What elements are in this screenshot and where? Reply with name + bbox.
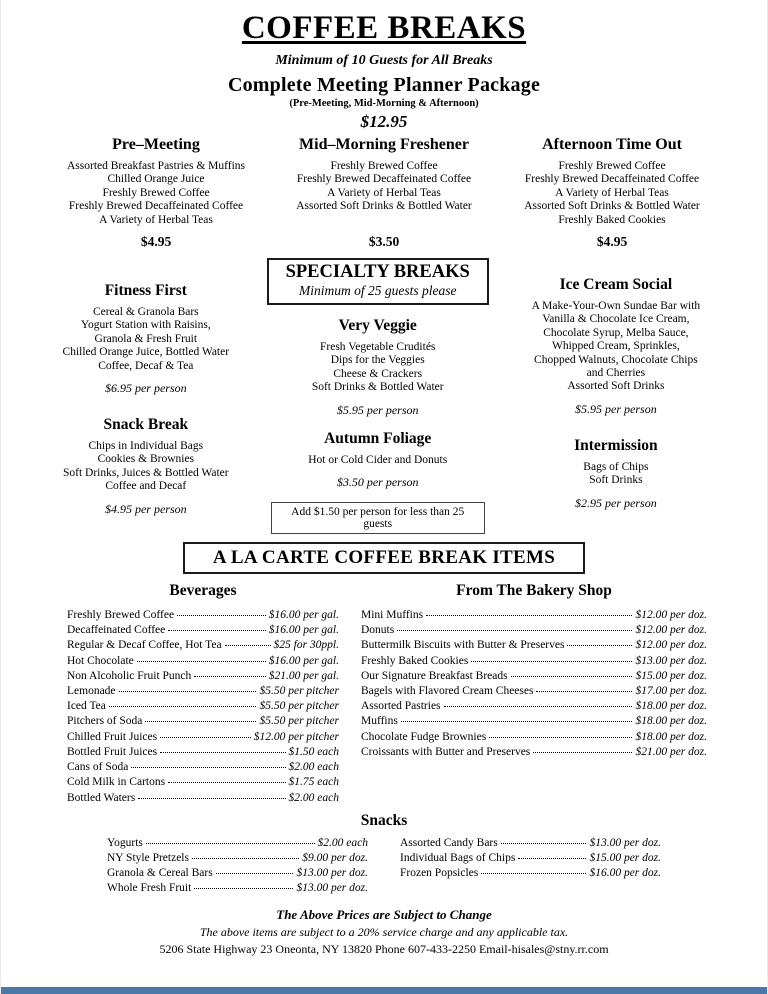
dot-leader — [194, 676, 265, 677]
specialty-right-column — [505, 258, 727, 534]
dot-leader — [177, 615, 266, 616]
column-afternoon — [501, 136, 723, 250]
section-price: $5.95 per person — [575, 401, 657, 416]
menu-line: Dips for the Veggies — [330, 354, 425, 367]
section-title: Fitness First — [104, 282, 187, 300]
menu-line: Fresh Vegetable Crudités — [320, 341, 436, 354]
item-price: $18.00 per doz. — [635, 700, 707, 713]
dot-leader — [501, 843, 587, 844]
menu-line: and Cherries — [586, 367, 646, 380]
specialty-breaks-subtitle: Minimum of 25 guests please — [298, 283, 457, 299]
menu-line: Assorted Soft Drinks & Bottled Water — [296, 200, 472, 213]
item-price: $9.00 per doz. — [302, 851, 368, 864]
menu-footer — [1, 907, 767, 957]
item-price: $2.00 each — [317, 836, 368, 849]
specialty-breaks-box — [267, 258, 489, 305]
item-price: $18.00 per doz. — [635, 715, 707, 728]
section-title: Autumn Foliage — [324, 429, 432, 447]
item-price: $16.00 per gal. — [268, 654, 339, 667]
menu-item-row — [67, 654, 339, 669]
menu-line: Cereal & Granola Bars — [92, 306, 199, 319]
item-price: $16.00 per doz. — [589, 867, 661, 880]
item-price: $2.00 each — [288, 761, 339, 774]
item-price: $1.75 each — [288, 776, 339, 789]
item-price: $5.50 per pitcher — [259, 685, 339, 698]
menu-item-row — [67, 745, 339, 760]
dot-leader — [119, 691, 257, 692]
beverages-title: Beverages — [169, 582, 237, 600]
item-name: Our Signature Breakfast Breads — [361, 669, 508, 682]
item-name: Regular & Decaf Coffee, Hot Tea — [67, 639, 222, 652]
menu-line: Assorted Soft Drinks — [567, 380, 665, 393]
menu-item-row — [67, 608, 339, 623]
item-name: Lemonade — [67, 685, 116, 698]
dot-leader — [194, 888, 293, 889]
menu-line: Coffee and Decaf — [105, 480, 187, 493]
dot-leader — [536, 691, 632, 692]
menu-line: Freshly Brewed Decaffeinated Coffee — [68, 200, 244, 213]
menu-item-row — [361, 730, 707, 745]
section-price: $3.50 per person — [336, 475, 419, 490]
snacks-columns — [1, 836, 767, 897]
planner-columns — [1, 132, 767, 250]
dot-leader — [481, 873, 586, 874]
alacarte-section — [1, 574, 767, 806]
item-name: Donuts — [361, 624, 395, 637]
menu-item-row — [67, 760, 339, 775]
item-name: Iced Tea — [67, 700, 106, 713]
bakery-list — [361, 608, 707, 760]
column-items — [45, 160, 267, 227]
dot-leader — [471, 661, 632, 662]
bakery-column — [361, 582, 707, 806]
item-name: Chocolate Fudge Brownies — [361, 730, 487, 743]
column-mid-morning — [273, 136, 495, 250]
section-price: $2.95 per person — [575, 495, 657, 510]
menu-line: Chilled Orange Juice, Bottled Water — [62, 346, 230, 359]
menu-item-row — [361, 699, 707, 714]
dot-leader — [109, 706, 257, 707]
item-name: Bottled Waters — [67, 791, 136, 804]
column-price: $4.95 — [596, 234, 628, 250]
column-price: $3.50 — [368, 234, 400, 250]
dot-leader — [138, 798, 285, 799]
dot-leader — [168, 782, 285, 783]
dot-leader — [160, 752, 285, 753]
section-items — [505, 300, 727, 394]
section-snack-break — [41, 416, 251, 517]
item-name: Frozen Popsicles — [400, 867, 479, 880]
section-items — [505, 461, 727, 488]
menu-line: Soft Drinks — [589, 474, 643, 487]
menu-item-row — [67, 638, 339, 653]
item-price: $16.00 per gal. — [268, 609, 339, 622]
section-items — [41, 440, 251, 494]
menu-line: Freshly Brewed Coffee — [558, 160, 666, 172]
item-price: $21.00 per gal. — [268, 669, 339, 682]
column-pre-meeting — [45, 136, 267, 250]
item-name: NY Style Pretzels — [107, 851, 189, 864]
menu-header — [1, 0, 767, 132]
column-items — [501, 160, 723, 227]
item-name: Croissants with Butter and Preserves — [361, 745, 531, 758]
column-title: Afternoon Time Out — [542, 136, 682, 153]
dot-leader — [160, 737, 251, 738]
menu-item-row — [67, 714, 339, 729]
section-very-veggie — [267, 317, 489, 418]
dot-leader — [216, 873, 294, 874]
menu-line: Freshly Baked Cookies — [558, 213, 666, 226]
item-name: Pitchers of Soda — [67, 715, 143, 728]
menu-line: Cookies & Brownies — [97, 453, 195, 466]
menu-line: Chopped Walnuts, Chocolate Chips — [534, 353, 698, 366]
menu-line: Granola & Fresh Fruit — [94, 332, 198, 345]
item-price: $13.00 per doz. — [635, 654, 707, 667]
menu-line: Soft Drinks, Juices & Bottled Water — [63, 466, 229, 479]
dot-leader — [511, 676, 633, 677]
menu-item-row — [67, 623, 339, 638]
item-price: $16.00 per gal. — [268, 624, 339, 637]
menu-line: Yogurt Station with Raisins, — [80, 319, 211, 332]
menu-line: Assorted Breakfast Pastries & Muffins — [66, 160, 245, 172]
menu-line: Freshly Brewed Decaffeinated Coffee — [524, 173, 700, 186]
menu-line: A Variety of Herbal Teas — [555, 186, 669, 199]
item-price: $17.00 per doz. — [635, 685, 707, 698]
specialty-breaks-title: SPECIALTY BREAKS — [285, 262, 470, 283]
item-price: $12.00 per pitcher — [253, 730, 339, 743]
item-name: Hot Chocolate — [67, 654, 134, 667]
item-name: Chilled Fruit Juices — [67, 730, 158, 743]
menu-line: Hot or Cold Cider and Donuts — [308, 453, 448, 466]
beverages-list — [67, 608, 339, 806]
section-price: $6.95 per person — [104, 381, 187, 396]
dot-leader — [146, 843, 315, 844]
menu-item-row — [361, 745, 707, 760]
menu-item-row — [361, 623, 707, 638]
item-name: Individual Bags of Chips — [400, 851, 516, 864]
menu-item-row — [361, 608, 707, 623]
dot-leader — [426, 615, 632, 616]
service-charge-note: The above items are subject to a 20% service charge and any applicable tax. — [199, 924, 569, 939]
menu-line: Bags of Chips — [583, 460, 649, 473]
menu-item-row — [361, 654, 707, 669]
menu-item-row — [67, 775, 339, 790]
menu-line: Whipped Cream, Sprinkles, — [552, 340, 680, 353]
package-price: $12.95 — [360, 112, 408, 131]
item-price: $15.00 per doz. — [635, 669, 707, 682]
dot-leader — [131, 767, 285, 768]
dot-leader — [518, 858, 586, 859]
item-name: Whole Fresh Fruit — [107, 882, 192, 895]
item-name: Non Alcoholic Fruit Punch — [67, 669, 192, 682]
section-autumn-foliage — [267, 430, 489, 490]
item-price: $5.50 per pitcher — [259, 715, 339, 728]
item-name: Freshly Baked Cookies — [361, 654, 469, 667]
column-price: $4.95 — [140, 234, 172, 250]
section-title: Ice Cream Social — [559, 276, 673, 294]
menu-item-row — [67, 684, 339, 699]
item-price: $25 for 30ppl. — [273, 639, 339, 652]
item-price: $13.00 per doz. — [296, 867, 368, 880]
snacks-left-list — [107, 836, 368, 897]
menu-line: Freshly Brewed Decaffeinated Coffee — [296, 173, 472, 186]
minimum-guests-note: Minimum of 10 Guests for All Breaks — [275, 53, 493, 68]
section-intermission — [505, 437, 727, 511]
menu-item-row — [67, 699, 339, 714]
item-price: $13.00 per doz. — [296, 882, 368, 895]
item-price: $12.00 per doz. — [635, 639, 707, 652]
item-name: Assorted Candy Bars — [400, 836, 498, 849]
specialty-left-column — [41, 258, 251, 534]
specialty-breaks-section — [1, 250, 767, 534]
dot-leader — [145, 721, 256, 722]
dot-leader — [192, 858, 299, 859]
dot-leader — [567, 645, 632, 646]
section-price: $4.95 per person — [104, 501, 187, 516]
section-items — [41, 306, 251, 373]
item-name: Muffins — [361, 715, 398, 728]
dot-leader — [444, 706, 633, 707]
specialty-middle-column — [267, 258, 489, 534]
item-price: $12.00 per doz. — [635, 624, 707, 637]
menu-line: Coffee, Decaf & Tea — [98, 359, 194, 372]
menu-line: Freshly Brewed Coffee — [330, 160, 438, 172]
menu-line: A Make-Your-Own Sundae Bar with — [531, 300, 701, 313]
page-title: COFFEE BREAKS — [241, 10, 527, 46]
item-name: Decaffeinated Coffee — [67, 624, 166, 637]
dot-leader — [397, 630, 632, 631]
column-items — [273, 160, 495, 214]
menu-item-row — [67, 669, 339, 684]
item-price: $2.00 each — [288, 791, 339, 804]
menu-line: Chips in Individual Bags — [88, 440, 204, 453]
snacks-right-list — [400, 836, 661, 897]
menu-line: Cheese & Crackers — [333, 367, 423, 380]
menu-item-row — [400, 836, 661, 851]
bottom-bar — [1, 987, 767, 994]
section-ice-cream-social — [505, 276, 727, 417]
snacks-title: Snacks — [360, 811, 408, 829]
item-name: Freshly Brewed Coffee — [67, 609, 175, 622]
item-price: $21.00 per doz. — [635, 745, 707, 758]
menu-item-row — [67, 730, 339, 745]
menu-line: Freshly Brewed Coffee — [102, 186, 210, 199]
item-name: Granola & Cereal Bars — [107, 867, 213, 880]
section-items — [267, 454, 489, 467]
item-price: $1.50 each — [288, 745, 339, 758]
menu-item-row — [361, 638, 707, 653]
item-name: Cold Milk in Cartons — [67, 776, 166, 789]
dot-leader — [401, 721, 633, 722]
menu-line: Chilled Orange Juice — [107, 173, 205, 186]
section-fitness-first — [41, 282, 251, 396]
menu-item-row — [67, 791, 339, 806]
section-items — [267, 341, 489, 395]
item-name: Assorted Pastries — [361, 700, 441, 713]
item-price: $15.00 per doz. — [589, 851, 661, 864]
menu-item-row — [107, 836, 368, 851]
item-name: Cans of Soda — [67, 761, 129, 774]
menu-item-row — [107, 866, 368, 881]
address-contact-line: 5206 State Highway 23 Oneonta, NY 13820 Phone 607-433-2250 Email-hisales@stny.rr.com — [159, 941, 609, 956]
item-name: Mini Muffins — [361, 609, 424, 622]
dot-leader — [225, 645, 271, 646]
menu-item-row — [361, 669, 707, 684]
beverages-column — [67, 582, 339, 806]
section-title: Very Veggie — [338, 317, 417, 335]
menu-line: Soft Drinks & Bottled Water — [311, 381, 444, 394]
item-name: Bagels with Flavored Cream Cheeses — [361, 685, 534, 698]
menu-item-row — [361, 714, 707, 729]
package-note: (Pre-Meeting, Mid-Morning & Afternoon) — [289, 98, 479, 109]
menu-item-row — [400, 851, 661, 866]
prices-subject-to-change-note: The Above Prices are Subject to Change — [276, 906, 492, 922]
item-price: $18.00 per doz. — [635, 730, 707, 743]
surcharge-note: Add $1.50 per person for less than 25 guests — [271, 502, 485, 534]
item-name: Buttermilk Biscuits with Butter & Preserves — [361, 639, 565, 652]
menu-item-row — [361, 684, 707, 699]
item-name: Yogurts — [107, 836, 143, 849]
section-title: Snack Break — [103, 416, 189, 434]
section-title: Intermission — [574, 436, 658, 454]
section-price: $5.95 per person — [336, 402, 419, 417]
bakery-title: From The Bakery Shop — [456, 582, 612, 600]
column-title: Mid–Morning Freshener — [299, 136, 469, 153]
dot-leader — [137, 661, 266, 662]
snacks-section — [1, 806, 767, 897]
menu-line: A Variety of Herbal Teas — [99, 213, 213, 226]
dot-leader — [489, 737, 632, 738]
package-title: Complete Meeting Planner Package — [227, 74, 541, 96]
dot-leader — [533, 752, 632, 753]
item-price: $13.00 per doz. — [589, 836, 661, 849]
menu-line: Chocolate Syrup, Melba Sauce, — [543, 326, 689, 339]
menu-item-row — [107, 881, 368, 896]
menu-item-row — [107, 851, 368, 866]
dot-leader — [168, 630, 265, 631]
menu-line: Vanilla & Chocolate Ice Cream, — [542, 313, 690, 326]
menu-line: Assorted Soft Drinks & Bottled Water — [524, 200, 700, 213]
item-price: $5.50 per pitcher — [259, 700, 339, 713]
item-name: Bottled Fruit Juices — [67, 745, 158, 758]
menu-item-row — [400, 866, 661, 881]
column-title: Pre–Meeting — [112, 136, 200, 153]
menu-line: A Variety of Herbal Teas — [327, 186, 441, 199]
alacarte-title: A LA CARTE COFFEE BREAK ITEMS — [183, 542, 585, 574]
item-price: $12.00 per doz. — [635, 609, 707, 622]
